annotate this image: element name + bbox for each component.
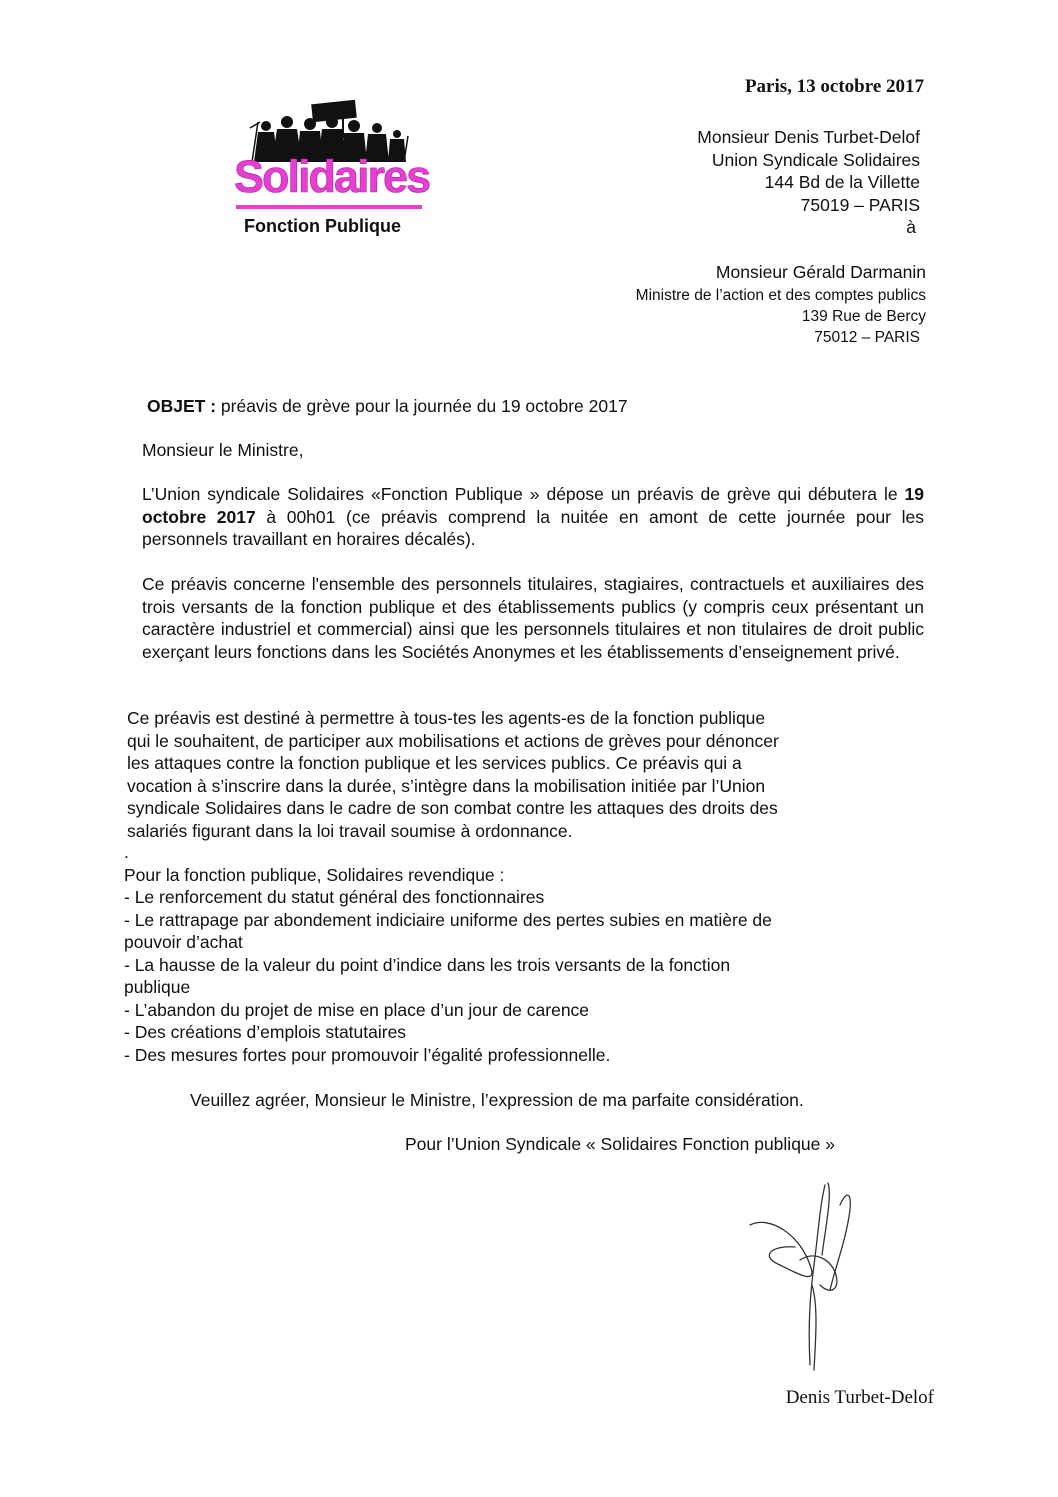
solidaires-logo: [232, 98, 432, 243]
logo-word: Solidaires: [234, 151, 430, 202]
demands-line: pouvoir d’achat: [124, 932, 243, 952]
purpose-line: Ce préavis est destiné à permettre à tous-tes les agents-es de la fonction publique: [127, 708, 766, 728]
purpose-line: vocation à s’inscrire dans la durée, s’intègre dans la mobilisation initiée par l’Union: [127, 775, 766, 796]
demands-line: - La hausse de la valeur du point d’indice dans les trois versants de la fonction: [124, 954, 731, 975]
recipient-street: 139 Rue de Bercy: [801, 308, 926, 325]
demands-line: - L’abandon du projet de mise en place d’un jour de carence: [124, 999, 590, 1020]
letter-greeting: Monsieur le Ministre,: [142, 440, 304, 460]
logo-subtitle: Fonction Publique: [244, 216, 401, 236]
recipient-title: Ministre de l’action et des comptes publics: [635, 287, 926, 304]
strike-date: 19 octobre 2017: [142, 484, 924, 527]
paragraph-notice-part2: à 00h01 (ce préavis comprend la nuitée en amont de cette journée pour les personnels travaillant en horaires décalés).: [142, 506, 925, 549]
demands-line: publique: [124, 977, 191, 997]
paragraph-notice-part1: L’Union syndicale Solidaires «Fonction Publique » dépose un préavis de grève qui débutera le: [142, 484, 905, 504]
demands-line: Pour la fonction publique, Solidaires revendique :: [124, 864, 505, 885]
purpose-line: syndicale Solidaires dans le cadre de son combat contre les attaques des droits des: [127, 798, 778, 818]
closing-formula: Veuillez agréer, Monsieur le Ministre, l’expression de ma parfaite considération.: [190, 1090, 804, 1110]
handwritten-signature: [740, 1165, 880, 1385]
sender-address: [697, 126, 920, 239]
demands-line: - Des mesures fortes pour promouvoir l’égalité professionnelle.: [124, 1044, 611, 1065]
letter-date: Paris, 13 octobre 2017: [744, 76, 924, 97]
letter-subject: [147, 396, 628, 417]
signatory-name: Denis Turbet-Delof: [785, 1387, 934, 1408]
subject-label: OBJET :: [147, 396, 217, 416]
purpose-line: qui le souhaitent, de participer aux mobilisations et actions de grèves pour dénoncer: [127, 730, 779, 751]
demands-list: [124, 841, 884, 1066]
subject-text: préavis de grève pour la journée du 19 octobre 2017: [216, 396, 628, 416]
recipient-city: 75012 – PARIS: [814, 329, 920, 346]
on-behalf-line: Pour l’Union Syndicale « Solidaires Fonction publique »: [405, 1134, 835, 1154]
sender-street: 144 Bd de la Villette: [764, 172, 920, 192]
sender-name: Monsieur Denis Turbet-Delof: [697, 127, 920, 147]
sender-org: Union Syndicale Solidaires: [711, 149, 920, 170]
sender-to: à: [906, 217, 916, 237]
sender-city: 75019 – PARIS: [800, 194, 920, 215]
paragraph-scope: Ce préavis concerne l'ensemble des personnels titulaires, stagiaires, contractuels et auxiliaires des trois versants de la fonction publique et des établissements publics (y compris ceux présentant un caractère industriel et commercial) ainsi que les personnels titulaires et non titulaires de droit public exerçant leurs fonctions dans les Sociétés Anonymes et les établissements d’enseignement privé.: [142, 574, 924, 662]
logo-underline: [236, 205, 422, 209]
recipient-address: [636, 260, 926, 348]
recipient-name: Monsieur Gérald Darmanin: [715, 262, 926, 282]
purpose-line: les attaques contre la fonction publique et les services publics. Ce préavis qui a: [127, 753, 742, 773]
demands-line: - Des créations d’emplois statutaires: [124, 1022, 407, 1042]
demands-line: - Le rattrapage par abondement indiciaire uniforme des pertes subies en matière de: [124, 909, 772, 930]
demands-line: .: [124, 842, 129, 862]
purpose-line: salariés figurant dans la loi travail soumise à ordonnance.: [127, 820, 573, 841]
paragraph-purpose: [127, 707, 867, 842]
demands-line: - Le renforcement du statut général des fonctionnaires: [124, 887, 545, 907]
paragraph-notice: [142, 483, 924, 551]
